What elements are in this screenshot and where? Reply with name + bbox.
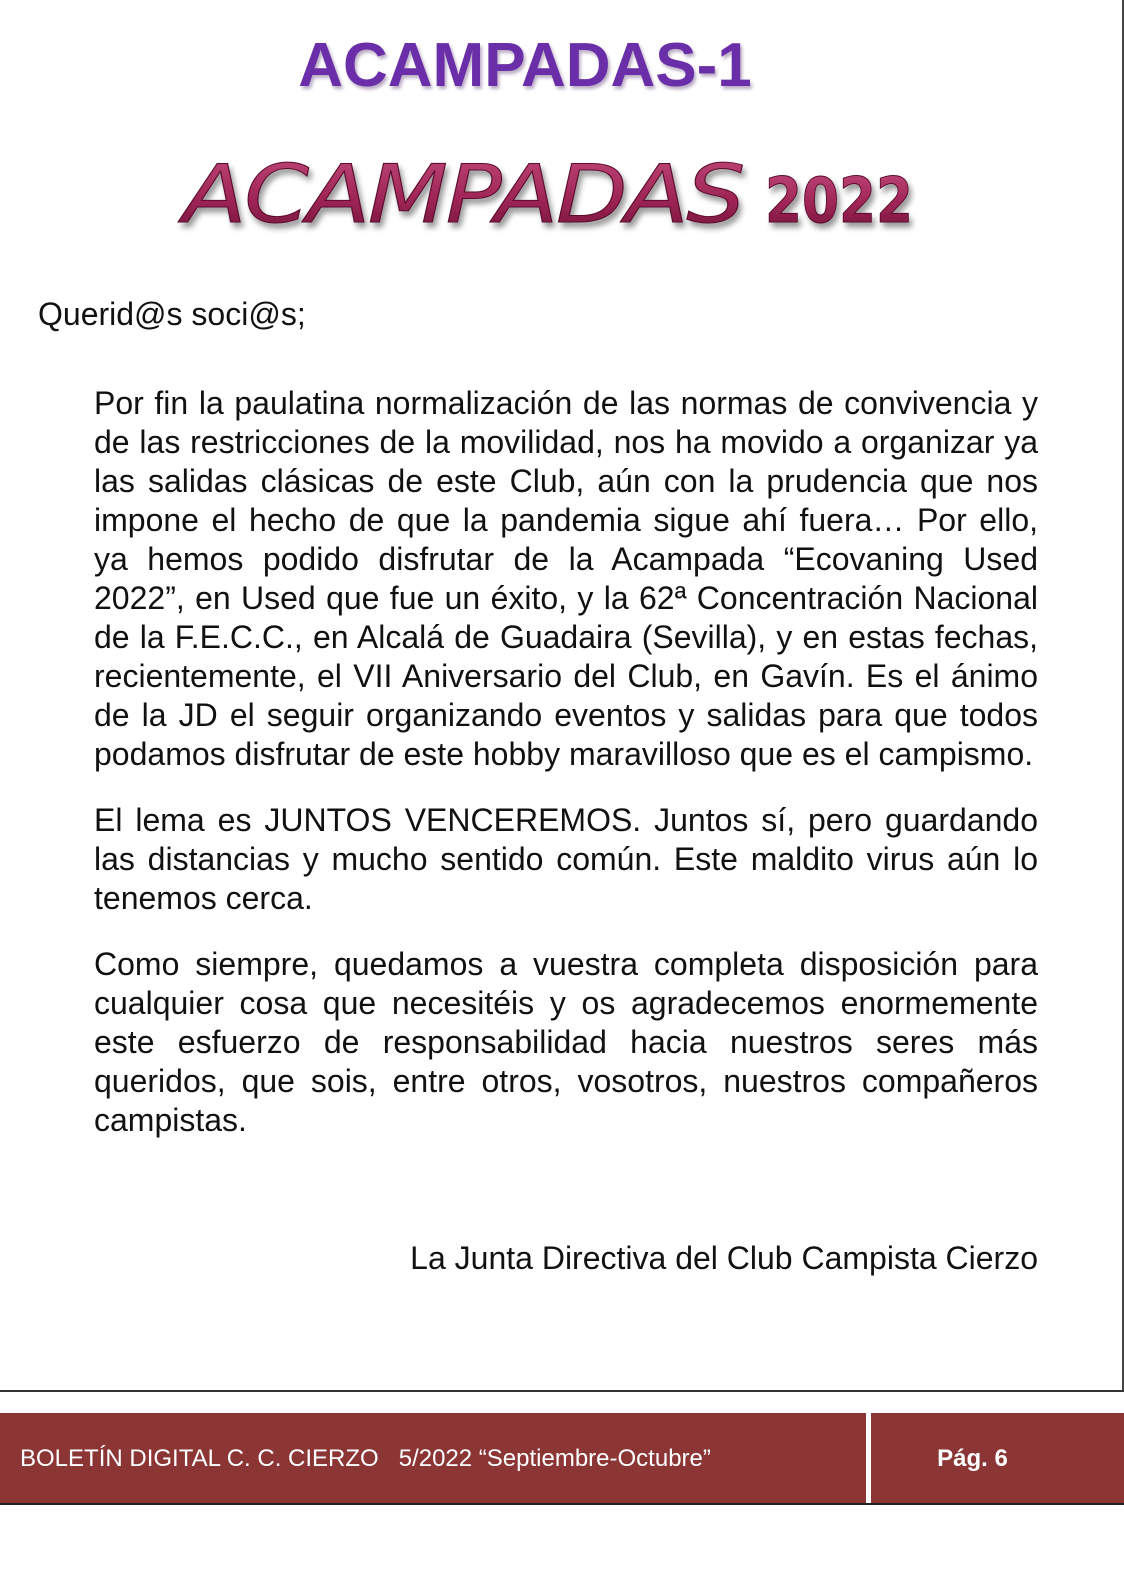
paragraph: El lema es JUNTOS VENCEREMOS. Juntos sí, pero guardando las distancias y mucho sentido común. Este maldito virus aún lo tenemos cerca. xyxy=(94,802,1038,916)
letter-body xyxy=(94,384,1038,1167)
paragraph: Como siempre, quedamos a vuestra completa disposición para cualquier cosa que necesitéis y os agradecemos enormemente este esfuerzo de responsabilidad hacia nuestros seres más queridos, que sois, entre otros, vosotros, nuestros compañeros campistas. xyxy=(94,946,1038,1138)
banner-year: 2022 xyxy=(765,164,913,237)
footer-page xyxy=(871,1413,1124,1505)
footer-bottom-line xyxy=(0,1503,1124,1505)
signature: La Junta Directiva del Club Campista Cierzo xyxy=(410,1240,1038,1276)
footer-bulletin-text: BOLETÍN DIGITAL C. C. CIERZO 5/2022 “Septiembre-Octubre” xyxy=(20,1445,711,1472)
banner-title xyxy=(175,140,935,250)
page-number: Pág. 6 xyxy=(937,1445,1008,1472)
footer-bar xyxy=(0,1413,1124,1505)
footer-divider-line xyxy=(0,1390,1124,1392)
footer-bulletin xyxy=(0,1413,866,1505)
greeting: Querid@s soci@s; xyxy=(38,296,306,332)
banner-word: ACAMPADAS xyxy=(177,148,744,241)
section-title: ACAMPADAS-1 xyxy=(298,31,752,100)
paragraph: Por fin la paulatina normalización de las normas de convivencia y de las restricciones de la movilidad, nos ha movido a organizar ya las salidas clásicas de este Club, aún con la prudencia que nos impone el hecho de que la pandemia sigue ahí fuera… Por ello, ya hemos podido disfrutar de la Acampada “Ecovaning Used 2022”, en Used que fue un éxito, y la 62ª Concentración Nacional de la F.E.C.C., en Alcalá de Guadaira (Sevilla), y en estas fechas, recientemente, el VII Aniversario del Club, en Gavín. Es el ánimo de la JD el seguir organizando eventos y salidas para que todos podamos disfrutar de este hobby maravilloso que es el campismo. xyxy=(94,385,1038,772)
